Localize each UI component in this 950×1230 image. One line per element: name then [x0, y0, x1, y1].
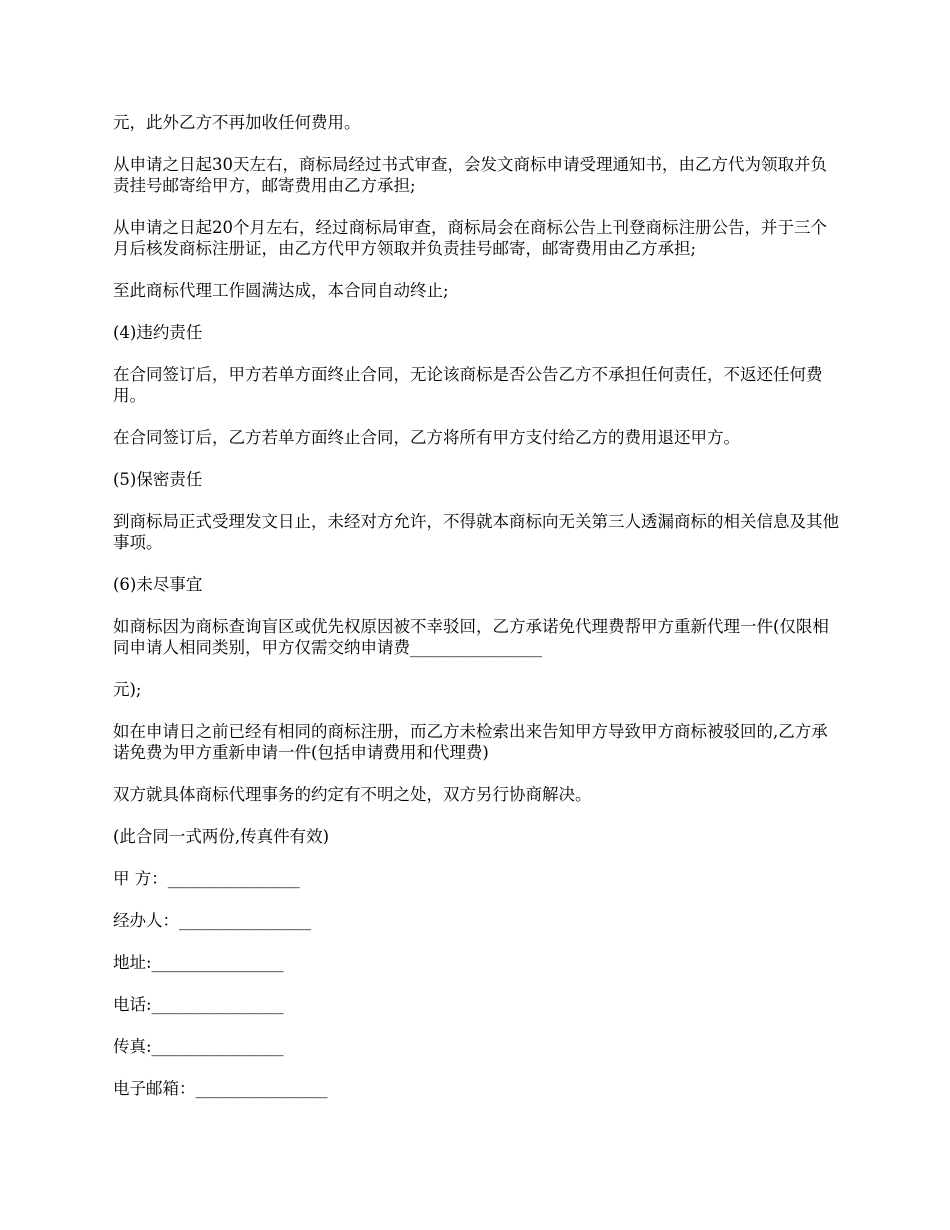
paragraph-registration-certificate: 从申请之日起20个月左右，经过商标局审查，商标局会在商标公告上刊登商标注册公告，并于三个月后核发商标注册证，由乙方代甲方领取并负责挂号邮寄，邮寄费用由乙方承担; [113, 218, 827, 258]
paragraph-prior-registration: 如在申请日之前已经有相同的商标注册，而乙方未检索出来告知甲方导致甲方商标被驳回的,乙方承诺免费为甲方重新申请一件(包括申请费用和代理费) [113, 722, 828, 762]
signature-fax: 传真:________________ [113, 1037, 284, 1056]
signature-address: 地址:________________ [113, 953, 284, 972]
signature-handler: 经办人：________________ [113, 911, 311, 930]
signature-email: 电子邮箱：________________ [113, 1079, 328, 1098]
section-heading-other-matters: (6)未尽事宜 [113, 575, 203, 594]
paragraph-copies-note: (此合同一式两份,传真件有效) [113, 827, 330, 846]
paragraph-party-a-breach: 在合同签订后，甲方若单方面终止合同，无论该商标是否公告乙方不承担任何责任，不返还任何费用。 [113, 365, 823, 405]
document-body [113, 112, 843, 1120]
section-heading-breach: (4)违约责任 [113, 323, 203, 342]
paragraph-negotiation: 双方就具体商标代理事务的约定有不明之处，双方另行协商解决。 [113, 785, 592, 804]
paragraph-rejection-reapply: 如商标因为商标查询盲区或优先权原因被不幸驳回，乙方承诺免代理费帮甲方重新代理一件(仅限相同申请人相同类别，甲方仅需交纳申请费________________ [113, 617, 829, 657]
paragraph-party-b-breach: 在合同签订后，乙方若单方面终止合同，乙方将所有甲方支付给乙方的费用退还甲方。 [113, 428, 740, 447]
paragraph-fee-unit: 元); [113, 680, 142, 699]
section-heading-confidentiality: (5)保密责任 [113, 470, 203, 489]
signature-party-a: 甲 方：________________ [113, 869, 300, 888]
paragraph-acceptance-notice: 从申请之日起30天左右，商标局经过书式审查，会发文商标申请受理通知书，由乙方代为领取并负责挂号邮寄给甲方，邮寄费用由乙方承担; [113, 155, 827, 195]
paragraph-contract-termination: 至此商标代理工作圆满达成，本合同自动终止; [113, 281, 449, 300]
paragraph-fee-note: 元，此外乙方不再加收任何费用。 [113, 113, 361, 132]
signature-phone: 电话:________________ [113, 995, 284, 1014]
paragraph-confidentiality: 到商标局正式受理发文日止，未经对方允许，不得就本商标向无关第三人透漏商标的相关信息及其他事项。 [113, 512, 839, 552]
